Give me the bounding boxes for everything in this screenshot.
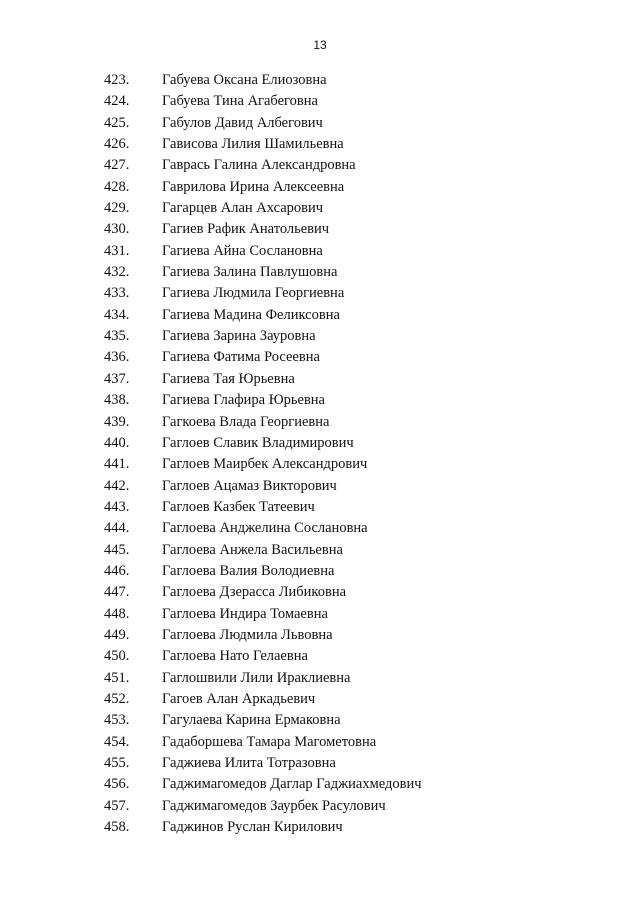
item-number: 431.: [104, 242, 130, 259]
item-number: 445.: [104, 541, 130, 558]
item-name: Гаглоева Индира Томаевна: [162, 605, 328, 622]
item-name: Гагкоева Влада Георгиевна: [162, 413, 330, 430]
item-number: 432.: [104, 264, 130, 281]
list-item: [0, 305, 640, 326]
item-number: 451.: [104, 669, 130, 686]
item-name: Гагоев Алан Аркадьевич: [162, 690, 316, 707]
item-number: 439.: [104, 413, 130, 430]
item-number: 426.: [104, 136, 130, 153]
list-item: [0, 561, 640, 582]
item-name: Гаглоева Нато Гелаевна: [162, 648, 308, 665]
item-name: Гаглоева Анжела Васильевна: [162, 541, 343, 558]
item-number: 442.: [104, 477, 130, 494]
item-name: Гагиева Айна Сослановна: [162, 242, 323, 259]
item-number: 441.: [104, 456, 130, 473]
item-number: 430.: [104, 221, 130, 238]
item-name: Гаглоев Ацамаз Викторович: [162, 477, 337, 494]
item-name: Гагарцев Алан Ахсарович: [162, 200, 324, 217]
list-item: [0, 390, 640, 411]
item-number: 452.: [104, 690, 130, 707]
item-number: 449.: [104, 626, 130, 643]
list-item: [0, 347, 640, 368]
list-item: [0, 433, 640, 454]
item-number: 457.: [104, 797, 130, 814]
list-item: [0, 710, 640, 731]
list-item: [0, 625, 640, 646]
item-number: 437.: [104, 370, 130, 387]
item-name: Гагиева Мадина Феликсовна: [162, 306, 340, 323]
list-item: [0, 689, 640, 710]
item-name: Гаджинов Руслан Кирилович: [162, 819, 343, 836]
item-name: Габулов Давид Албегович: [162, 114, 323, 131]
item-number: 428.: [104, 178, 130, 195]
item-name: Гагиева Зарина Зауровна: [162, 328, 316, 345]
item-number: 429.: [104, 200, 130, 217]
item-number: 455.: [104, 755, 130, 771]
list-item: [0, 497, 640, 518]
item-name: Габуева Тина Агабеговна: [162, 93, 318, 110]
item-number: 444.: [104, 520, 130, 537]
item-number: 423.: [104, 72, 130, 88]
item-number: 450.: [104, 648, 130, 665]
item-name: Гаглоев Казбек Татеевич: [162, 498, 315, 515]
list-item: [0, 198, 640, 219]
item-name: Гаглоева Валия Володиевна: [162, 562, 335, 579]
list-item: [0, 262, 640, 283]
page-number: 13: [313, 38, 327, 52]
list-item: [0, 817, 640, 838]
item-name: Гаджиева Илита Тотразовна: [162, 755, 336, 771]
list-item: [0, 326, 640, 347]
list-item: [0, 369, 640, 390]
list-item: [0, 540, 640, 561]
list-item: [0, 155, 640, 176]
item-name: Гаглоева Анджелина Сослановна: [162, 520, 368, 537]
list-item: [0, 668, 640, 689]
item-number: 427.: [104, 157, 130, 174]
list-item: [0, 604, 640, 625]
list-item: [0, 646, 640, 667]
item-number: 438.: [104, 392, 130, 409]
list-item: [0, 518, 640, 539]
list-item: [0, 582, 640, 603]
item-name: Гагиева Людмила Георгиевна: [162, 285, 345, 302]
item-number: 447.: [104, 584, 130, 601]
item-number: 443.: [104, 498, 130, 515]
item-name: Гаглоева Людмила Львовна: [162, 626, 333, 643]
item-number: 448.: [104, 605, 130, 622]
item-number: 435.: [104, 328, 130, 345]
item-number: 454.: [104, 733, 130, 750]
list-item: [0, 70, 640, 91]
list-item: [0, 454, 640, 475]
list-item: [0, 91, 640, 112]
item-name: Гаврась Галина Александровна: [162, 157, 356, 174]
item-number: 453.: [104, 712, 130, 729]
item-number: 440.: [104, 434, 130, 451]
item-name: Гагиева Фатима Росеевна: [162, 349, 320, 366]
item-name: Гагиева Глафира Юрьевна: [162, 392, 325, 409]
list-item: [0, 796, 640, 817]
item-number: 456.: [104, 776, 130, 793]
list-item: [0, 219, 640, 240]
item-number: 425.: [104, 114, 130, 131]
list-item: [0, 412, 640, 433]
item-name: Гаглоева Дзерасса Либиковна: [162, 584, 347, 601]
list-item: [0, 283, 640, 304]
item-number: 446.: [104, 562, 130, 579]
item-name: Гаглошвили Лили Ираклиевна: [162, 669, 351, 686]
item-number: 424.: [104, 93, 130, 110]
item-number: 434.: [104, 306, 130, 323]
item-number: 433.: [104, 285, 130, 302]
item-number: 436.: [104, 349, 130, 366]
list-item: [0, 753, 640, 774]
list-item: [0, 113, 640, 134]
item-number: 458.: [104, 819, 130, 836]
item-name: Гаглоев Маирбек Александрович: [162, 456, 368, 473]
list-item: [0, 476, 640, 497]
item-name: Гаглоев Славик Владимирович: [162, 434, 354, 451]
item-name: Габуева Оксана Елиозовна: [162, 72, 327, 88]
item-name: Гагиева Тая Юрьевна: [162, 370, 295, 387]
item-name: Гаджимагомедов Даглар Гаджиахмедович: [162, 776, 422, 793]
item-name: Гависова Лилия Шамильевна: [162, 136, 344, 153]
item-name: Гадаборшева Тамара Магометовна: [162, 733, 377, 750]
item-name: Гагулаева Карина Ермаковна: [162, 712, 341, 729]
list-item: [0, 774, 640, 795]
item-name: Гагиева Залина Павлушовна: [162, 264, 338, 281]
item-name: Гагиев Рафик Анатольевич: [162, 221, 330, 238]
list-item: [0, 134, 640, 155]
name-list: [0, 70, 640, 838]
list-item: [0, 732, 640, 753]
list-item: [0, 177, 640, 198]
list-item: [0, 241, 640, 262]
item-name: Гаврилова Ирина Алексеевна: [162, 178, 345, 195]
item-name: Гаджимагомедов Заурбек Расулович: [162, 797, 386, 814]
